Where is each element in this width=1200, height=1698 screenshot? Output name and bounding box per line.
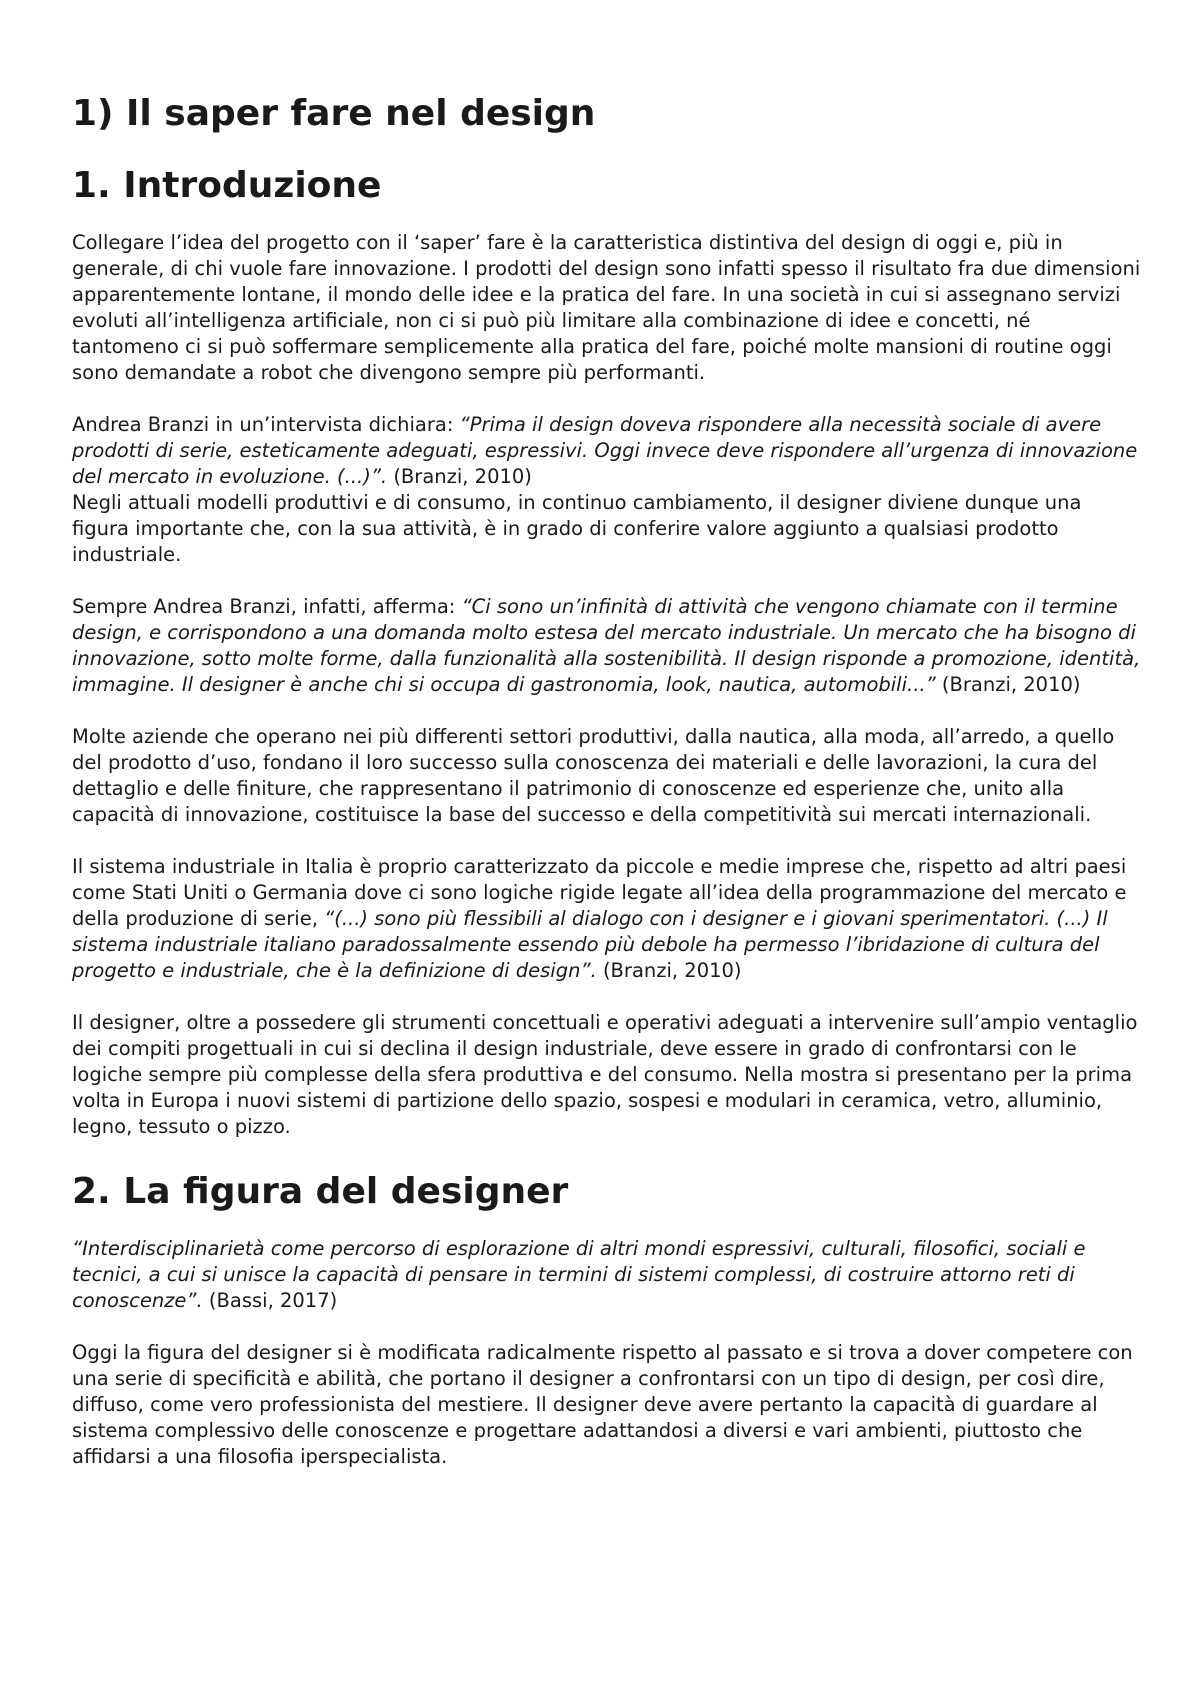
paragraph-lead: Sempre Andrea Branzi, infatti, afferma:	[72, 595, 462, 618]
paragraph-intro: Collegare l’idea del progetto con il ‘saper’ fare è la caratteristica distintiva del design di oggi e, più in generale, di chi vuole fare innovazione. I prodotti del design sono infatti spesso il risultato fra due dimensioni apparentemente lontane, il mondo delle idee e la pratica del fare. In una società in cui si assegnano servizi evoluti all’intelligenza artificiale, non ci si può più limitare alla combinazione di idee e concetti, né tantomeno ci si può soffermare semplicemente alla pratica del fare, poiché molte mansioni di routine oggi sono demandate a robot che divengono sempre più performanti.	[72, 231, 1141, 384]
quote-text: “Ci sono un’infinità di attività che vengono chiamate con il termine design, e corrispondono a una domanda molto estesa del mercato industriale. Un mercato che ha bisogno di innovazione, sotto molte forme, dalla funzionalità alla sostenibilità. Il design risponde a promozione, identità, immagine. Il designer è anche chi si occupa di gastronomia, look, nautica, automobili...”	[72, 595, 1141, 696]
paragraph-branzi-interview	[72, 412, 1142, 490]
quote-text: “Interdisciplinarietà come percorso di esplorazione di altri mondi espressivi, culturali, filosofici, sociali e tecnici, a cui si unisce la capacità di pensare in termini di sistemi complessi, di costruire attorno reti di conoscenze”.	[72, 1237, 1086, 1312]
citation: (Branzi, 2010)	[596, 959, 742, 982]
section-heading-figura-designer: 2. La figura del designer	[72, 1171, 569, 1212]
document-title: 1) Il saper fare nel design	[72, 93, 596, 134]
paragraph-bassi-quote	[72, 1236, 1142, 1314]
paragraph-sistema-industriale	[72, 854, 1142, 984]
paragraph-lead: Il sistema industriale in Italia è proprio caratterizzato da piccole e medie imprese che, rispetto ad altri paesi come Stati Uniti o Germania dove ci sono logiche rigide legate all’idea della programmazione del mercato e della produzione di serie,	[72, 855, 1127, 930]
citation: (Branzi, 2010)	[387, 465, 532, 488]
citation: (Bassi, 2017)	[202, 1289, 338, 1312]
quote-text: “(...) sono più flessibili al dialogo con i designer e i giovani sperimentatori. (...) Il sistema industriale italiano paradossalmente essendo più debole ha permesso l’ibridazione di cultura del progetto e industriale, che è la definizione di design”.	[72, 907, 1108, 982]
citation: (Branzi, 2010)	[935, 673, 1081, 696]
paragraph-designer-strumenti: Il designer, oltre a possedere gli strumenti concettuali e operativi adeguati a intervenire sull’ampio ventaglio dei compiti progettuali in cui si declina il design industriale, deve essere in grado di confrontarsi con le logiche sempre più complesse della sfera produttiva e del consumo. Nella mostra si presentano per la prima volta in Europa i nuovi sistemi di partizione dello spazio, sospesi e modulari in ceramica, vetro, alluminio, legno, tessuto o pizzo.	[72, 1011, 1138, 1138]
paragraph-branzi-afferma	[72, 594, 1142, 698]
quote-text: “Prima il design doveva rispondere alla necessità sociale di avere prodotti di serie, esteticamente adeguati, espressivi. Oggi invece deve rispondere all’urgenza di innovazione del mercato in evoluzione. (...)”.	[72, 413, 1138, 488]
paragraph-figura-designer: Oggi la figura del designer si è modificata radicalmente rispetto al passato e si trova a dover competere con una serie di specificità e abilità, che portano il designer a confrontarsi con un tipo di design, per così dire, diffuso, come vero professionista del mestiere. Il designer deve avere pertanto la capacità di guardare al sistema complessivo delle conoscenze e progettare adattandosi a diversi e vari ambienti, piuttosto che affidarsi a una filosofia iperspecialista.	[72, 1341, 1133, 1468]
paragraph-designer-value: Negli attuali modelli produttivi e di consumo, in continuo cambiamento, il designer diviene dunque una figura importante che, con la sua attività, è in grado di conferire valore aggiunto a qualsiasi prodotto industriale.	[72, 491, 1082, 566]
paragraph-aziende: Molte aziende che operano nei più differenti settori produttivi, dalla nautica, alla moda, all’arredo, a quello del prodotto d’uso, fondano il loro successo sulla conoscenza dei materiali e delle lavorazioni, la cura del dettaglio e delle finiture, che rappresentano il patrimonio di conoscenze ed esperienze che, unito alla capacità di innovazione, costituisce la base del successo e della competitività sui mercati internazionali.	[72, 725, 1115, 826]
section-heading-introduzione: 1. Introduzione	[72, 165, 382, 206]
paragraph-lead: Andrea Branzi in un’intervista dichiara:	[72, 413, 460, 436]
document-page	[72, 88, 1142, 1496]
